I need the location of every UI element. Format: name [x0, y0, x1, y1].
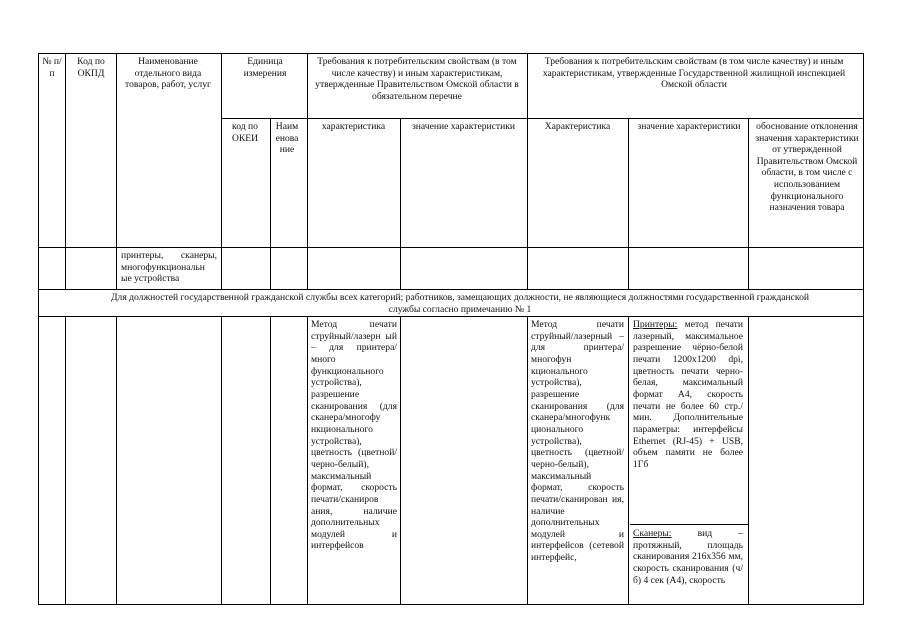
grid-line — [628, 118, 629, 289]
spec-divider — [630, 524, 748, 525]
header-characteristic-gov: характеристика — [321, 121, 386, 132]
header-okei-code: код по ОКЕИ — [231, 121, 259, 144]
scanners-text: вид – протяжный, площадь сканирования 216х356 мм, скорость сканирования (ч/б) 4 сек (А4), скорость — [633, 528, 743, 586]
grid-line — [116, 316, 117, 604]
grid-line — [65, 316, 66, 604]
grid-line — [38, 604, 864, 605]
header-unit: Единица измерения — [243, 56, 287, 79]
grid-line — [38, 53, 39, 605]
grid-line — [65, 53, 66, 289]
grid-line — [38, 316, 864, 317]
header-requirements-government: Требования к потребительским свойствам (в том числе качеству) и иным характеристикам, утвержденные Правительством Омской области в обязательном перечне — [315, 56, 519, 102]
grid-line — [307, 316, 308, 604]
grid-line — [270, 118, 271, 289]
header-okpd: Код по ОКПД — [77, 56, 105, 79]
grid-line — [400, 118, 401, 289]
header-value-gov: значение характеристики — [411, 121, 516, 132]
scanners-spec — [633, 528, 743, 586]
grid-line — [221, 53, 222, 289]
header-characteristic-insp: Характеристика — [544, 121, 611, 132]
category-row-text: Для должностей государственной гражданской службы всех категорий; работников, замещающих должности, не являющиеся должностями государственной гражданской службы согласно примечанию № 1 — [110, 292, 810, 315]
grid-line — [270, 316, 271, 604]
grid-line — [527, 316, 528, 604]
header-item-name: Наименование отдельного вида товаров, работ, услуг — [125, 56, 211, 91]
grid-line — [748, 316, 749, 604]
grid-line — [863, 53, 864, 605]
grid-line — [307, 53, 308, 289]
grid-line — [38, 247, 864, 248]
grid-line — [527, 53, 528, 289]
header-justification: обоснование отклонения значения характеристики от утвержденной Правительством Омской области, в том числе с использованием функционального назначения товара — [755, 121, 859, 214]
grid-line — [38, 289, 864, 290]
grid-line — [748, 118, 749, 289]
scanners-label: Сканеры: — [633, 528, 672, 539]
printers-text: метод печати лазерный, максимальное разрешение чёрно-белой печати 1200х1200 dpi, цветность печати черно-белая, максимальный формат А4, скорость печати не более 60 стр./мин. Дополнительные параметры: интерфейсы Ethernet (RJ-45) + USB, объем памяти не более 1Гб — [633, 319, 743, 470]
grid-line — [628, 316, 629, 604]
header-requirements-inspection: Требования к потребительским свойствам (в том числе качеству) и иным характеристикам, утвержденные Государственной жилищной инспекцией Омской области — [542, 56, 846, 91]
header-unit-name: Наим енова ние — [275, 121, 299, 156]
grid-line — [400, 316, 401, 604]
item-name-cell: принтеры, сканеры, многофункциональн ые устройства — [121, 250, 217, 285]
grid-line — [221, 118, 864, 119]
grid-line — [221, 316, 222, 604]
characteristic-gov-cell: Метод печати струйный/лазерн ый – для принтера/много функционального устройства), разрешение сканирования (для сканера/многофу нкционального устройства), цветность (цветной/черно-белый), максимальный формат, скорость печати/сканиров ания, наличие дополнительных модулей и интерфейсов — [311, 319, 397, 552]
printers-label: Принтеры: — [633, 319, 678, 330]
grid-line — [38, 53, 864, 54]
header-num: № п/п — [42, 56, 62, 79]
printers-spec — [633, 319, 743, 471]
characteristic-insp-cell: Метод печати струйный/лазерный – для принтера/многофун кционального устройства), разрешение сканирования (для сканера/многофунк ционального устройства), цветность (цветной/черно-белый), максимальный формат, скорость печати/сканирован ия, наличие дополнительных модулей и интерфейсов (сетевой интерфейс, — [531, 319, 624, 564]
grid-line — [116, 53, 117, 289]
header-value-insp: значение характеристики — [637, 121, 741, 132]
